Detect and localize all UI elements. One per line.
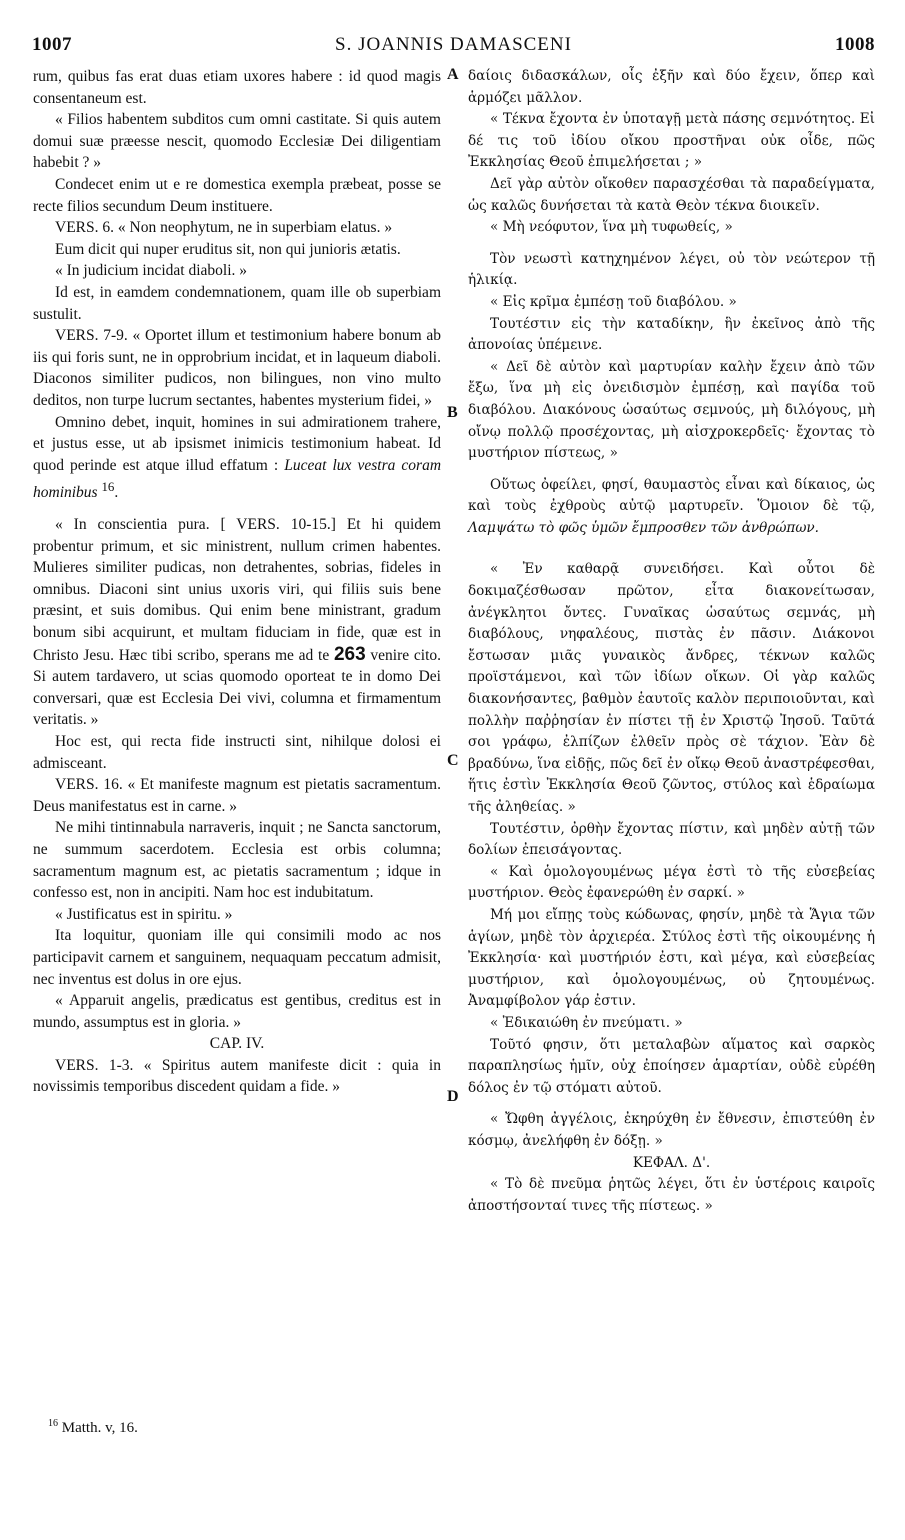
greek-paragraph: « Καὶ ὁμολογουμένως μέγα ἐστὶ τὸ τῆς εὐσεβείας μυστήριον. Θεὸς ἐφανερώθη ἐν σαρκί. »	[468, 863, 875, 902]
footnote-ref: 16	[101, 479, 115, 495]
greek-paragraph: « Τὸ δὲ πνεῦμα ῥητῶς λέγει, ὅτι ἐν ὑστέροις καιροῖς ἀποστήσονταί τινες τῆς πίστεως. »	[468, 1176, 875, 1214]
greek-paragraph: Τουτέστιν, ὀρθὴν ἔχοντας πίστιν, καὶ μηδὲν αὐτῇ τῶν δολίων ἐπεισάγοντας.	[468, 820, 875, 859]
latin-paragraph: VERS. 7-9. « Oportet illum et testimonium habere bonum ab iis qui foris sunt, ne in opprobrium incidat, et in laqueum diaboli. Diaconos similiter pudicos, non bilingues, non vino multo deditos, non turpe lucrum sectantes, habentes mysterium fidei, »	[33, 327, 441, 409]
latin-text: « In conscientia pura. [ VERS. 10-15.] Et hi quidem probentur primum, et sic ministrent, nullum crimen habentes. Mulieres similiter pudicas, non detrahentes, sobrias, fideles in omnibus. Diaconi sint unius uxoris viri, qui filiis suis bene præsint, et suis domibus. Qui enim bene ministrant, gradum bonum sibi acquirunt, et multam fiduciam in fide, quæ est in Christo Jesu. Hæc tibi scribo, sperans me ad te	[33, 516, 441, 664]
latin-quotation: Luceat lux vestra coram hominibus	[33, 456, 442, 502]
greek-paragraph: « Εἰς κρῖμα ἐμπέσῃ τοῦ διαβόλου. »	[490, 293, 737, 310]
latin-paragraph: Omnino debet, inquit, homines in sui admirationem trahere, et justus esse, ut ab ipsismet inimicis testimonium habeat. Id quod perinde est atque illud effatum : Luceat lux vestra coram hominibus $^{16}$.	[33, 413, 442, 502]
latin-paragraph: « Justificatus est in spiritu. »	[55, 905, 233, 923]
footnote-mark: 16	[48, 1418, 58, 1429]
greek-paragraph: Μή μοι εἴπῃς τοὺς κώδωνας, φησίν, μηδὲ τὰ Ἅγια τῶν ἁγίων, μηδὲ τὸν ἀρχιερέα. Στύλος ἐστὶ τῆς οἰκουμένης ἡ Ἐκκλησία· καὶ μυστήριόν ἐστι, καὶ μέγα, καὶ εὐσεβείας μυστήριον, καὶ ὁμολογουμένως, οὐ ζητουμένως. Ἀναμφίβολον γάρ ἐστιν.	[468, 906, 875, 1010]
greek-paragraph: δαίοις διδασκάλων, οἷς ἐξῆν καὶ δύο ἔχειν, ὅπερ καὶ ἁρμόζει μᾶλλον.	[468, 68, 875, 106]
greek-paragraph: « Μὴ νεόφυτον, ἵνα μὴ τυφωθείς, »	[490, 219, 733, 236]
greek-paragraph: « Ἐν καθαρᾷ συνειδήσει. Καὶ οὗτοι δὲ δοκιμαζέσθωσαν πρῶτον, εἶτα διακονείτωσαν, ἀνέγκλητοι ὄντες. Γυναῖκας ὡσαύτως σεμνάς, μὴ διαβόλους, νηφαλέους, πιστὰς ἐν πᾶσιν. Διάκονοι ἔστωσαν μιᾶς γυναικὸς ἄνδρες, τέκνων καλῶς προϊστάμενοι, καὶ τῶν ἰδίων οἴκων. Οἱ γὰρ καλῶς διακονήσαντες, βαθμὸν ἑαυτοῖς καλὸν περιποιοῦνται, καὶ πολλὴν παῤῥησίαν ἐν πίστει τῇ ἐν Χριστῷ Ἰησοῦ. Ταῦτά σοι γράφω, ἐλπίζων ἐλθεῖν πρὸς σὲ τάχιον. Ἐὰν δὲ βραδύνω, ἵνα εἰδῇς, πῶς δεῖ ἐν οἴκῳ Θεοῦ ἀναστρέφεσθαι, ἥτις ἐστὶν Ἐκκλησία Θεοῦ ζῶντος, στύλος καὶ ἑδραίωμα τῆς ἀληθείας. »	[468, 561, 875, 815]
latin-paragraph: « Filios habentem subditos cum omni castitate. Si quis autem domui suæ præesse nescit, quomodo Ecclesiæ Dei diligentiam habebit ? »	[33, 111, 441, 172]
latin-paragraph: Ne mihi tintinnabula narraveris, inquit ; ne Sancta sanctorum, ne summum sacerdotem. Ecclesia est orbis columna; sacramentum magnum est, ac pietatis sacramentum ; idque in confesso est, non in ancipiti. Nam hoc est indubitatum.	[33, 819, 441, 902]
greek-paragraph	[468, 475, 875, 540]
margin-marker-d: D	[447, 1088, 459, 1105]
greek-text: Οὕτως ὀφείλει, φησί, θαυμαστὸς εἶναι καὶ δίκαιος, ὡς καὶ τοὺς ἐχθροὺς αὐτῷ μαρτυρεῖν. Ὅμοιον δὲ τῷ,	[468, 476, 875, 515]
left-page-number: 1007	[32, 34, 72, 55]
footnote-text: Matth. v, 16.	[61, 1420, 138, 1436]
greek-paragraph: Τὸν νεωστὶ κατηχημένον λέγει, οὐ τὸν νεώτερον τῇ ἡλικίᾳ.	[468, 250, 875, 289]
latin-paragraph: rum, quibus fas erat duas etiam uxores habere : id quod magis consentaneum est.	[33, 68, 441, 107]
margin-marker-a: A	[447, 66, 459, 83]
footnote	[48, 1418, 138, 1437]
column-number: 263	[333, 643, 366, 665]
greek-paragraph: « Δεῖ δὲ αὐτὸν καὶ μαρτυρίαν καλὴν ἔχειν ἀπὸ τῶν ἔξω, ἵνα μὴ εἰς ὀνειδισμὸν ἐμπέσῃ, καὶ παγίδα τοῦ διαβόλου. Διακόνους ὡσαύτως σεμνούς, μὴ διλόγους, μὴ οἴνῳ πολλῷ προσέχοντας, μὴ αἰσχροκερδεῖς· ἔχοντας τὸ μυστήριον πίστεως, »	[468, 358, 875, 462]
chapter-heading-greek: ΚΕΦΑΛ. Δ'.	[632, 1154, 711, 1171]
latin-paragraph: « Apparuit angelis, prædicatus est gentibus, creditus est in mundo, assumptus est in gloria. »	[33, 992, 441, 1031]
greek-paragraph: Τουτέστιν εἰς τὴν καταδίκην, ἣν ἐκεῖνος ἀπὸ τῆς ἀπονοίας ὑπέμεινε.	[468, 315, 875, 354]
latin-paragraph	[33, 514, 441, 731]
greek-quotation: Λαμψάτω τὸ φῶς ὑμῶν ἔμπροσθεν τῶν ἀνθρώπων.	[468, 519, 820, 536]
latin-text: Omnino debet, inquit, homines in sui admirationem trahere, et justus esse, ut ab ipsismet inimicis testimonium habeat. Id quod perinde est atque illud effatum :	[33, 413, 441, 474]
greek-paragraph: Τοῦτό φησιν, ὅτι μεταλαβὼν αἵματος καὶ σαρκὸς παραπλησίως ἡμῖν, οὐχ ἐποίησεν ἁμαρτίαν, οὐδὲ εὑρέθη δόλος ἐν τῷ στόματι αὐτοῦ.	[468, 1036, 875, 1096]
page-title: S. JOANNIS DAMASCENI	[335, 34, 572, 55]
latin-paragraph: Eum dicit qui nuper eruditus sit, non qui junioris ætatis.	[55, 240, 401, 258]
right-page-number: 1008	[834, 34, 875, 55]
latin-text: venire cito. Si autem tardavero, ut scias quomodo oporteat te in domo Dei conversari, quæ est Ecclesia Dei vivi, columna et firmamentum veritatis. »	[33, 646, 442, 729]
latin-paragraph: VERS. 6. « Non neophytum, ne in superbiam elatus. »	[55, 219, 393, 237]
margin-marker-b: B	[447, 404, 458, 421]
greek-paragraph: « Τέκνα ἔχοντα ἐν ὑποταγῇ μετὰ πάσης σεμνότητος. Εἰ δέ τις τοῦ ἰδίου οἴκου προστῆναι οὐκ οἶδε, πῶς Ἐκκλησίας Θεοῦ ἐπιμελήσεται ; »	[468, 111, 875, 171]
latin-paragraph: Id est, in eamdem condemnationem, quam ille ob superbiam sustulit.	[33, 283, 441, 323]
latin-paragraph: Condecet enim ut e re domestica exempla præbeat, posse se recte filios secundum Deum instituere.	[33, 175, 441, 215]
page-header	[32, 34, 875, 64]
greek-paragraph: Δεῖ γὰρ αὐτὸν οἴκοθεν παρασχέσθαι τὰ παραδείγματα, ὡς καλῶς δυνήσεται τὰ κατὰ Θεὸν τέκνα διοικεῖν.	[468, 175, 875, 214]
latin-paragraph: Ita loquitur, quoniam ille qui consimili modo ac nos participavit carnem et sanguinem, nequaquam peccatum admisit, nec inventus est dolus in ore ejus.	[33, 927, 441, 988]
latin-paragraph: VERS. 1-3. « Spiritus autem manifeste dicit : quia in novissimis temporibus discedent quidam a fide. »	[33, 1056, 441, 1096]
chapter-heading: CAP. IV.	[209, 1035, 265, 1053]
latin-column	[33, 66, 441, 1098]
greek-paragraph: « Ἐδικαιώθη ἐν πνεύματι. »	[490, 1014, 683, 1031]
greek-column	[468, 66, 875, 1217]
latin-paragraph: « In judicium incidat diaboli. »	[55, 262, 247, 280]
greek-paragraph: « Ὤφθη ἀγγέλοις, ἐκηρύχθη ἐν ἔθνεσιν, ἐπιστεύθη ἐν κόσμῳ, ἀνελήφθη ἐν δόξῃ. »	[468, 1111, 875, 1149]
latin-paragraph: Hoc est, qui recta fide instructi sint, nihilque dolosi ei admisceant.	[33, 732, 441, 772]
margin-marker-c: C	[447, 752, 459, 769]
latin-paragraph: VERS. 16. « Et manifeste magnum est pietatis sacramentum. Deus manifestatus est in carne. »	[33, 776, 441, 815]
